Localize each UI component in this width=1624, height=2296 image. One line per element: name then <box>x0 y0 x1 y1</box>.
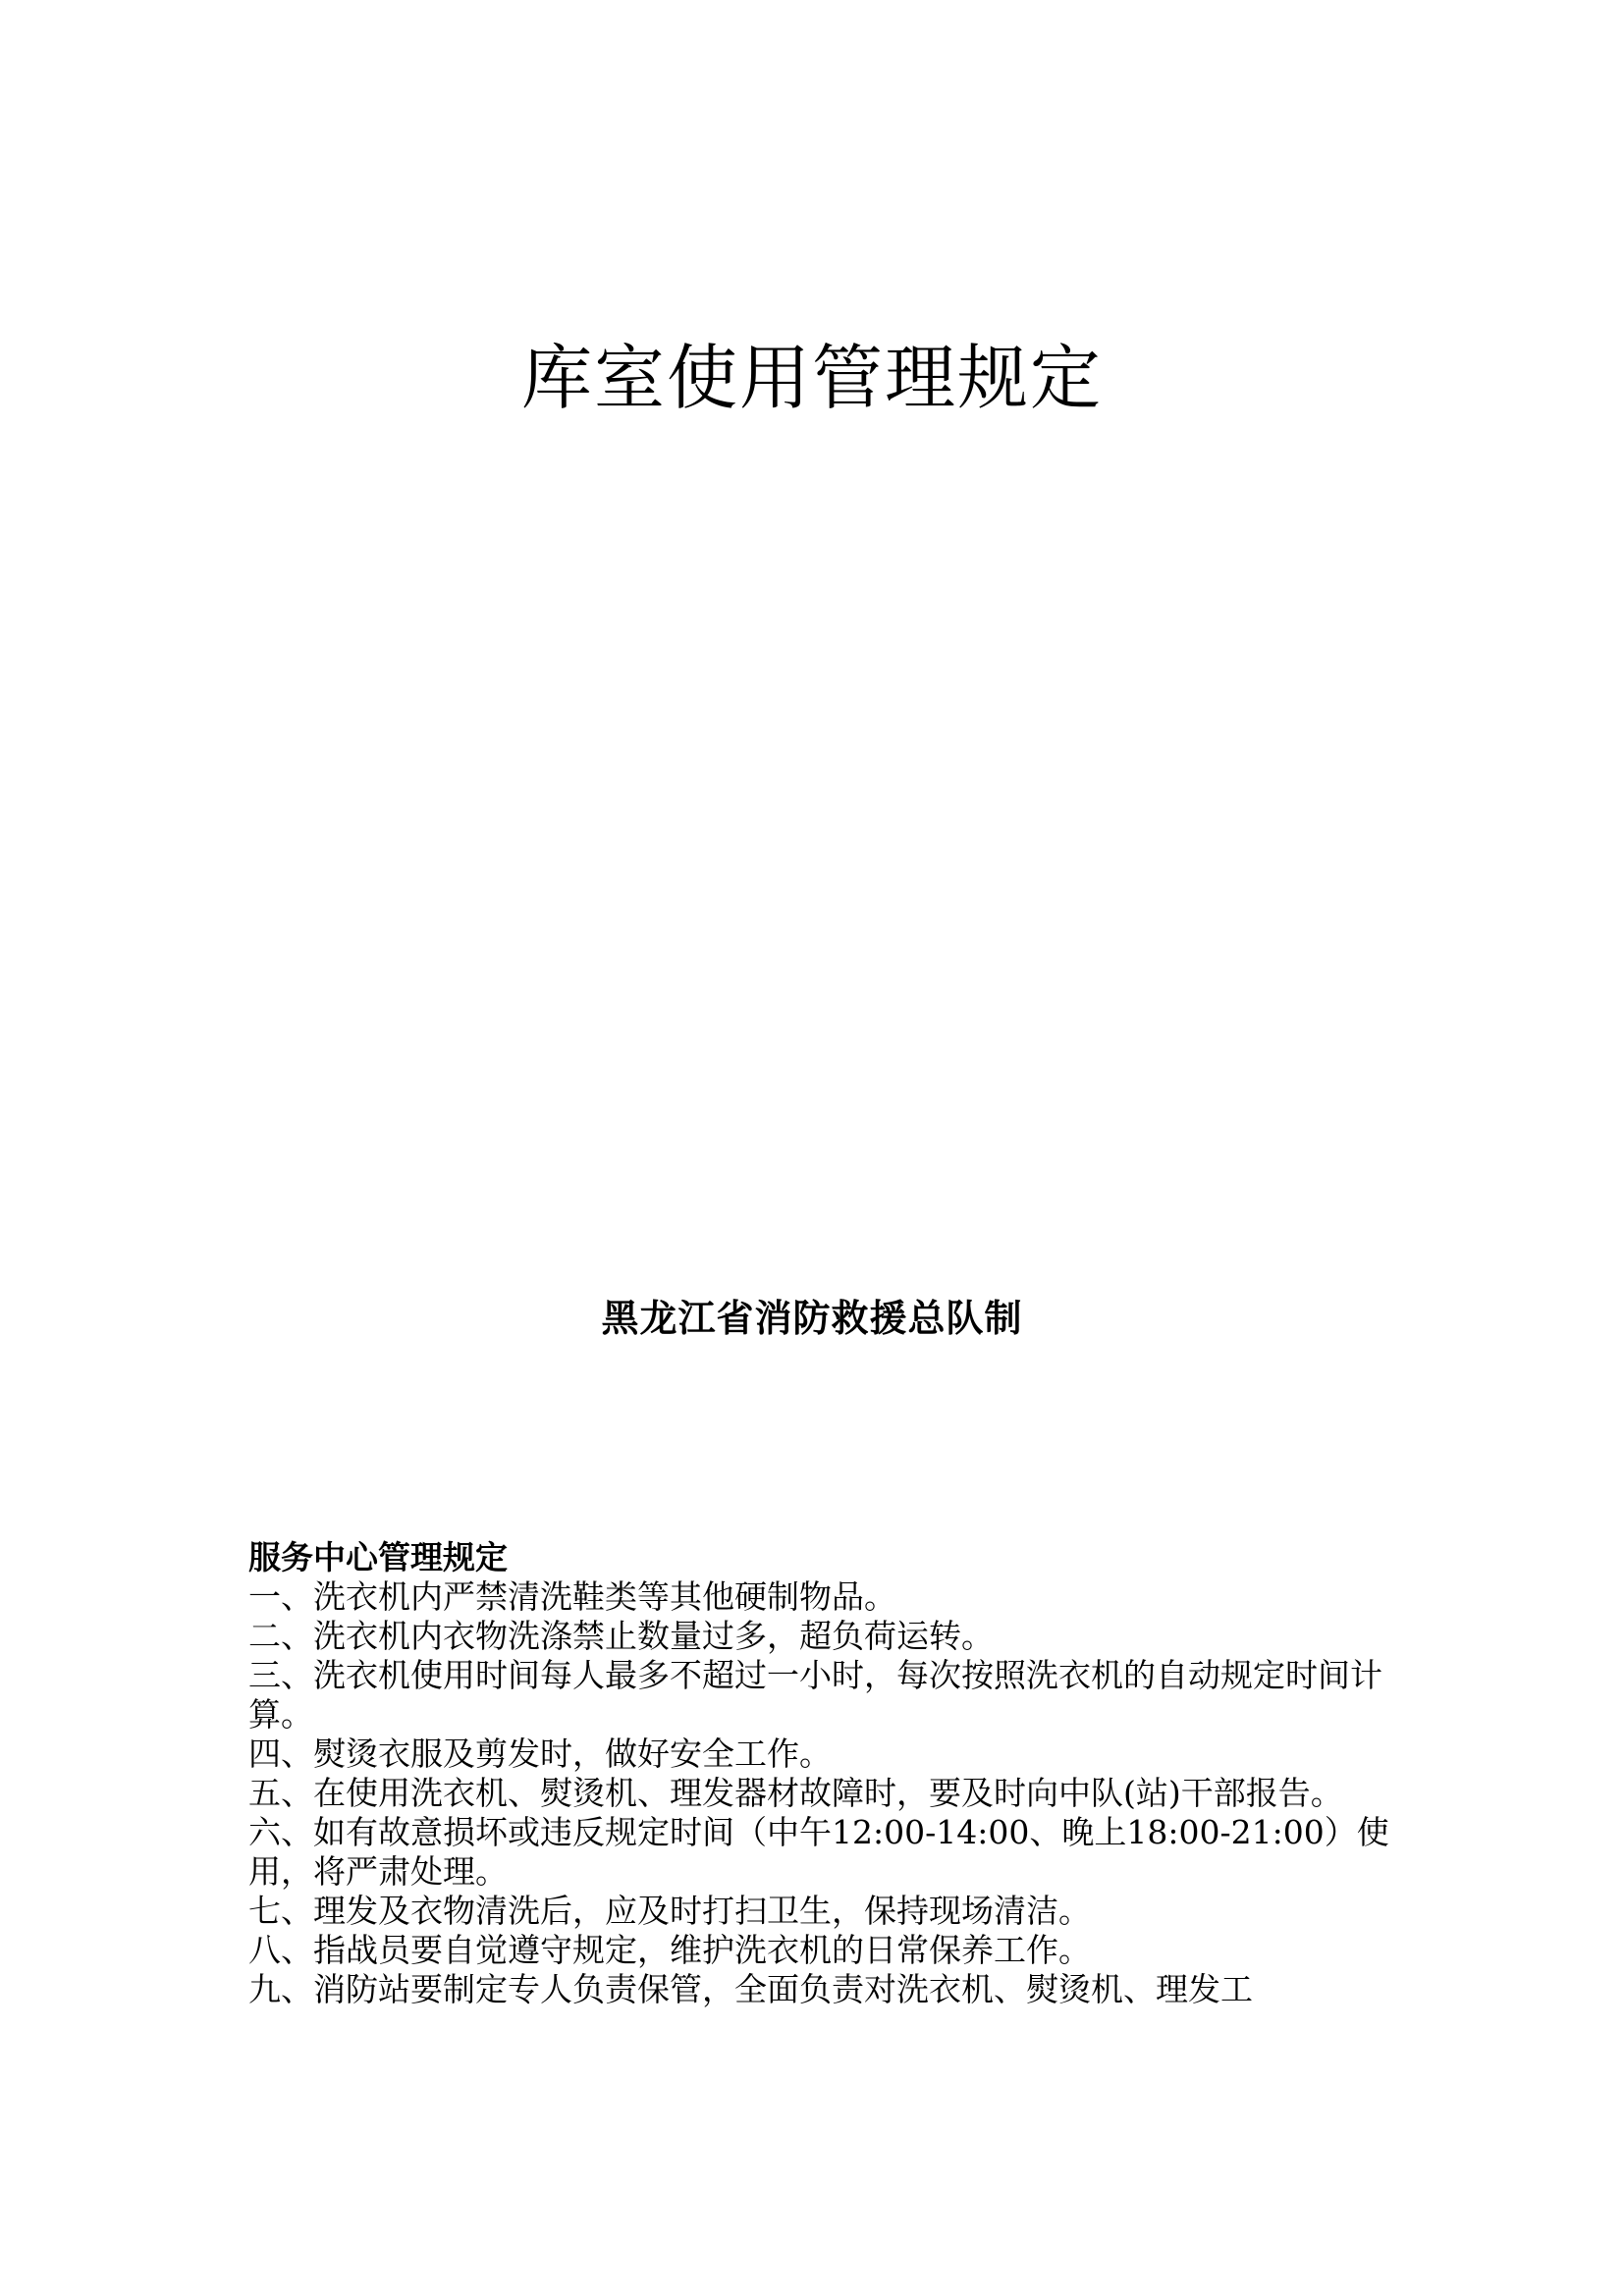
section-heading: 服务中心管理规定 <box>248 1538 508 1576</box>
rule-list <box>248 1577 1397 2009</box>
rule-item: 二、洗衣机内衣物洗涤禁止数量过多，超负荷运转。 <box>248 1617 994 1655</box>
rule-item: 九、消防站要制定专人负责保管，全面负责对洗衣机、熨烫机、理发工 <box>248 1970 1253 2008</box>
rule-item: 一、洗衣机内严禁清洗鞋类等其他硬制物品。 <box>248 1577 896 1616</box>
document-title: 库室使用管理规定 <box>520 337 1103 419</box>
rule-item: 三、洗衣机使用时间每人最多不超过一小时，每次按照洗衣机的自动规定时间计算。 <box>248 1656 1382 1734</box>
regulation-section <box>248 1538 1397 2009</box>
rule-item: 六、如有故意损坏或违反规定时间（中午12:00-14:00、晚上18:00-21:00）使用，将严肃处理。 <box>248 1813 1389 1891</box>
rule-item: 八、指战员要自觉遵守规定，维护洗衣机的日常保养工作。 <box>248 1931 1091 1969</box>
issuer-line: 黑龙江省消防救援总队制 <box>601 1296 1023 1340</box>
rule-item: 四、熨烫衣服及剪发时，做好安全工作。 <box>248 1735 832 1773</box>
rule-item: 七、理发及衣物清洗后，应及时打扫卫生，保持现场清洁。 <box>248 1892 1091 1930</box>
rule-item: 五、在使用洗衣机、熨烫机、理发器材故障时，要及时向中队(站)干部报告。 <box>248 1774 1343 1812</box>
